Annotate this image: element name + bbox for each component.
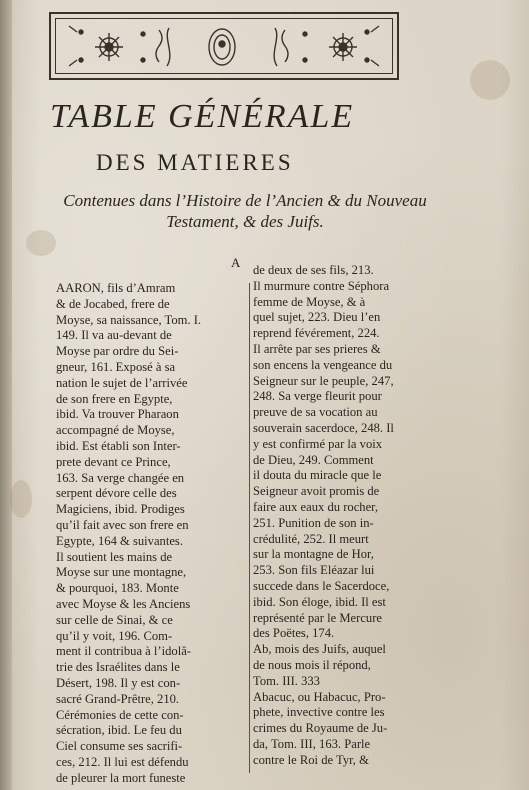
- text-line: ment il contribua à l’idolâ-: [56, 644, 191, 659]
- text-line: reprend févérement, 224.: [253, 326, 380, 341]
- text-line: Il soutient les mains de: [56, 549, 173, 564]
- text-line: 149. Il va au-devant de: [56, 328, 172, 343]
- text-line: nation le sujet de l’arrivée: [56, 375, 188, 390]
- text-line: ibid. Va trouver Pharaon: [56, 407, 179, 422]
- text-line: 163. Sa verge changée en: [56, 470, 185, 485]
- page-title: TABLE GÉNÉRALE: [50, 98, 355, 135]
- text-line: y est confirmé par la voix: [253, 436, 383, 451]
- text-line: & pourquoi, 183. Monte: [56, 581, 179, 596]
- text-line: représenté par le Mercure: [253, 610, 383, 625]
- text-line: Désert, 198. Il y est con-: [56, 675, 181, 690]
- text-line: preuve de sa vocation au: [253, 405, 378, 420]
- text-line: da, Tom. III, 163. Parle: [253, 736, 371, 751]
- text-line: qu’il y voit, 196. Com-: [56, 628, 173, 643]
- text-line: faire aux eaux du rocher,: [253, 499, 379, 514]
- text-line: sécration, ibid. Le feu du: [56, 723, 182, 738]
- left-column: [56, 281, 244, 787]
- text-line: de deux de ses fils, 213.: [253, 263, 374, 277]
- text-line: phete, invective contre les: [253, 705, 385, 720]
- text-line: de nous mois il répond,: [253, 657, 371, 672]
- text-line: Il murmure contre Séphora: [253, 278, 390, 293]
- text-line: Moyse, sa naissance, Tom. I.: [56, 312, 202, 327]
- text-line: souverain sacerdoce, 248. Il: [253, 420, 394, 435]
- text-line: contre le Roi de Tyr, &: [253, 752, 369, 767]
- column-divider: [249, 283, 250, 773]
- text-line: qu’il fait avec son frere en: [56, 517, 189, 532]
- text-line: sacré Grand-Prêtre, 210.: [56, 691, 180, 706]
- text-line: sur la montagne de Hor,: [253, 547, 374, 562]
- text-line: Tom. III. 333: [253, 673, 320, 688]
- text-line: Seigneur avoit promis de: [253, 484, 380, 499]
- page-subtitle: DES MATIERES: [96, 150, 294, 175]
- text-line: 251. Punition de son in-: [253, 515, 374, 530]
- text-line: femme de Moyse, & à: [253, 294, 366, 309]
- text-line: AARON, fils d’Amram: [56, 281, 176, 295]
- text-line: Egypte, 164 & suivantes.: [56, 533, 183, 548]
- text-line: 248. Sa verge fleurit pour: [253, 389, 382, 404]
- text-line: succede dans le Sacerdoce,: [253, 578, 390, 593]
- text-line: Moyse par ordre du Sei-: [56, 344, 179, 359]
- text-line: accompagné de Moyse,: [56, 423, 175, 438]
- text-line: crimes du Royaume de Ju-: [253, 721, 388, 736]
- text-line: Cérémonies de cette con-: [56, 707, 184, 722]
- text-line: Magiciens, ibid. Prodiges: [56, 502, 185, 517]
- text-line: il douta du miracle que le: [253, 468, 382, 483]
- right-column: [253, 263, 443, 769]
- text-line: quel sujet, 223. Dieu l’en: [253, 310, 381, 325]
- book-spine-shadow: [0, 0, 12, 790]
- text-line: prete devant ce Prince,: [56, 454, 171, 469]
- text-line: ibid. Son éloge, ibid. Il est: [253, 594, 386, 609]
- paper-stain: [470, 60, 510, 100]
- text-line: des Poëtes, 174.: [253, 626, 335, 641]
- text-line: de Dieu, 249. Comment: [253, 452, 374, 467]
- text-line: trie des Israélites dans le: [56, 660, 180, 675]
- text-line: de pleurer la mort funeste: [56, 770, 186, 785]
- floral-ornament-icon: [51, 14, 397, 78]
- paper-stain: [10, 480, 32, 518]
- section-letter: A: [231, 255, 241, 270]
- text-line: crédulité, 252. Il meurt: [253, 531, 369, 546]
- decorative-head-band-ornament: [49, 12, 399, 80]
- text-line: Il arrête par ses prieres &: [253, 341, 381, 356]
- text-line: avec Moyse & les Anciens: [56, 596, 191, 611]
- text-line: 253. Son fils Eléazar lui: [253, 563, 375, 578]
- text-line: Moyse sur une montagne,: [56, 565, 187, 580]
- text-line: & de Jocabed, frere de: [56, 296, 170, 311]
- text-line: ces, 212. Il lui est défendu: [56, 754, 189, 769]
- text-line: Ab, mois des Juifs, auquel: [253, 642, 386, 657]
- text-line: de son frere en Egypte,: [56, 391, 173, 406]
- page-description: Contenues dans l’Histoire de l’Ancien & du Nouveau Testament, & des Juifs.: [63, 191, 427, 231]
- text-line: Abacuc, ou Habacuc, Pro-: [253, 689, 386, 704]
- paper-stain: [26, 230, 56, 256]
- text-line: ibid. Est établi son Inter-: [56, 438, 181, 453]
- text-line: gneur, 161. Exposé à sa: [56, 359, 176, 374]
- text-line: Seigneur sur le peuple, 247,: [253, 373, 394, 388]
- text-line: serpent dévore celle des: [56, 486, 177, 501]
- text-line: son encens la vengeance du: [253, 357, 393, 372]
- text-line: Ciel consume ses sacrifi-: [56, 739, 183, 754]
- text-line: sur celle de Sinai, & ce: [56, 612, 173, 627]
